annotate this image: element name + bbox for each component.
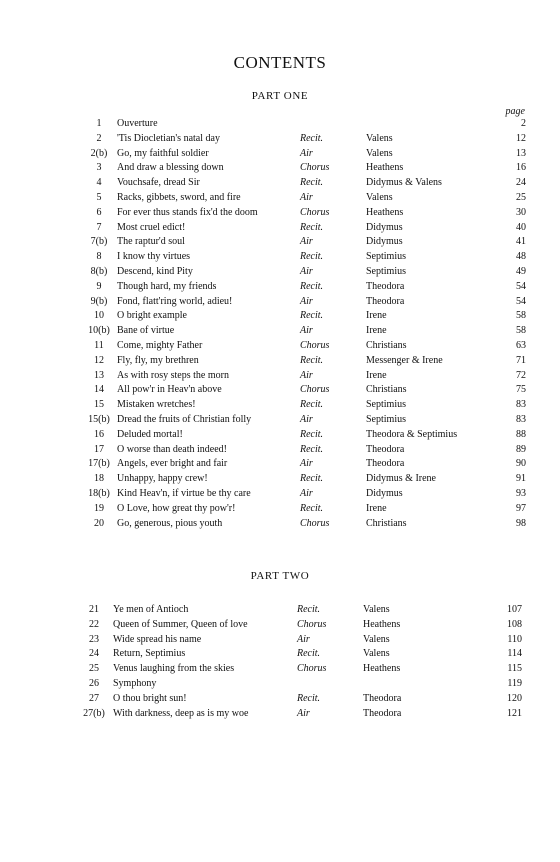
entry-title: Mistaken wretches! [117,399,196,411]
entry-number: 27(b) [83,707,105,719]
part-two-contents-list [0,603,560,721]
contents-entry [0,677,560,692]
entry-character: Christians [366,339,407,351]
contents-entry [0,472,560,487]
entry-page: 41 [516,236,526,248]
contents-entry [0,487,560,502]
entry-form: Chorus [300,206,330,218]
entry-page: 83 [516,413,526,425]
entry-number: 9 [96,280,102,292]
entry-number: 17(b) [88,458,110,470]
entry-number: 2 [96,132,102,144]
entry-title: Ye men of Antioch [113,604,189,615]
entry-number: 18(b) [88,487,110,499]
page-title: CONTENTS [233,53,327,72]
entry-number: 15(b) [88,413,110,425]
entry-form: Recit. [297,648,321,660]
contents-entry [0,633,560,648]
entry-number: 15 [94,399,104,411]
contents-entry [0,280,560,295]
entry-form: Air [297,707,310,719]
entry-form: Air [297,633,310,645]
entry-page: 49 [516,265,526,277]
entry-form: Recit. [300,443,324,455]
page-column-label: page [505,106,525,117]
entry-character: Didymus & Irene [366,473,436,485]
contents-entry [0,191,560,206]
entry-page: 25 [516,191,526,203]
entry-number: 22 [89,618,99,630]
contents-entry [0,398,560,413]
entry-form: Chorus [300,162,330,174]
contents-entry [0,443,560,458]
entry-page: 58 [516,325,526,337]
entry-page: 2 [521,118,526,129]
entry-number: 3 [96,162,102,174]
entry-form: Recit. [300,310,324,322]
entry-title: O worse than death indeed! [117,443,227,455]
entry-page: 114 [507,648,522,660]
entry-form: Chorus [297,663,327,675]
contents-entry [0,428,560,443]
entry-page: 107 [507,604,522,615]
contents-entry [0,132,560,147]
entry-form: Chorus [300,384,330,396]
entry-character: Valens [366,132,393,144]
entry-number: 16 [94,428,104,440]
entry-number: 23 [89,633,99,645]
contents-entry [0,618,560,633]
entry-page: 115 [507,663,522,675]
entry-page: 16 [516,162,526,174]
contents-entry [0,221,560,236]
entry-character: Didymus [366,221,403,233]
contents-entry [0,354,560,369]
entry-title: Queen of Summer, Queen of love [113,618,248,630]
entry-title: Fly, fly, my brethren [117,354,199,366]
entry-number: 2(b) [90,147,108,159]
entry-number: 27 [89,692,99,704]
entry-character: Valens [366,191,393,203]
entry-character: Valens [366,147,393,159]
entry-page: 13 [516,147,526,159]
part-one-heading: PART ONE [251,90,309,102]
entry-number: 26 [89,677,99,689]
part-one-contents-list [0,117,560,531]
entry-page: 83 [516,399,526,411]
contents-entry [0,383,560,398]
entry-form: Air [300,236,313,248]
entry-title: O Love, how great thy pow'r! [117,502,236,514]
contents-entry [0,295,560,310]
entry-page: 24 [516,177,526,189]
entry-character: Irene [366,325,387,337]
entry-form: Recit. [300,280,324,292]
entry-number: 17 [94,443,104,455]
entry-character: Irene [366,369,387,381]
entry-character: Didymus [366,236,403,248]
entry-number: 25 [89,663,99,675]
contents-entry [0,161,560,176]
entry-number: 8 [96,251,102,263]
entry-title: Descend, kind Pity [117,265,193,277]
entry-number: 13 [94,369,104,381]
entry-title: Most cruel edict! [117,221,186,233]
entry-page: 98 [516,517,526,529]
entry-character: Theodora [366,458,405,470]
entry-form: Recit. [300,428,324,440]
entry-form: Recit. [300,221,324,233]
entry-character: Christians [366,517,407,529]
entry-character: Theodora [366,280,405,292]
entry-page: 93 [516,487,526,499]
entry-form: Recit. [300,399,324,411]
contents-entry [0,647,560,662]
contents-entry [0,235,560,250]
contents-entry [0,147,560,162]
entry-number: 7(b) [90,236,108,248]
entry-page: 12 [516,132,526,144]
entry-title: Wide spread his name [113,633,202,645]
entry-character: Didymus [366,487,403,499]
entry-number: 19 [94,502,104,514]
entry-title: Angels, ever bright and fair [117,458,228,470]
entry-number: 11 [94,339,104,351]
entry-form: Chorus [300,339,330,351]
contents-entry [0,265,560,280]
entry-character: Theodora [363,707,402,719]
entry-page: 90 [516,458,526,470]
entry-title: And draw a blessing down [117,162,224,174]
entry-number: 14 [94,384,104,396]
entry-number: 6 [96,206,102,218]
entry-form: Chorus [300,517,330,529]
entry-form: Recit. [300,502,324,514]
contents-entry [0,369,560,384]
entry-title: As with rosy steps the morn [117,369,229,381]
entry-page: 40 [516,221,526,233]
entry-page: 120 [507,692,522,704]
entry-number: 21 [89,604,99,615]
entry-page: 119 [507,677,522,689]
entry-title: Though hard, my friends [117,280,217,292]
contents-entry [0,517,560,532]
entry-form: Recit. [300,473,324,485]
part-two-heading: PART TWO [250,570,310,582]
entry-character: Theodora [366,443,405,455]
entry-number: 18 [94,473,104,485]
entry-character: Heathens [366,206,404,218]
entry-number: 5 [96,191,102,203]
entry-page: 121 [507,707,522,719]
entry-number: 10(b) [88,325,110,337]
entry-title: Come, mighty Father [117,339,203,351]
entry-page: 110 [507,633,522,645]
entry-character: Heathens [366,162,404,174]
entry-form: Air [300,265,313,277]
entry-character: Septimius [366,265,407,277]
entry-character: Septimius [366,399,407,411]
entry-page: 88 [516,428,526,440]
entry-number: 24 [89,648,99,660]
entry-number: 1 [96,118,102,129]
entry-title: Go, generous, pious youth [117,517,223,529]
entry-form: Recit. [300,251,324,263]
entry-character: Septimius [366,251,407,263]
entry-title: I know thy virtues [117,251,191,263]
entry-form: Air [300,147,313,159]
entry-title: With darkness, deep as is my woe [113,707,249,719]
entry-form: Recit. [300,132,324,144]
entry-character: Messenger & Irene [366,354,443,366]
entry-page: 89 [516,443,526,455]
entry-form: Air [300,325,313,337]
entry-character: Heathens [363,618,401,630]
entry-title: Deluded mortal! [117,428,183,440]
entry-title: 'Tis Diocletian's natal day [117,132,220,144]
entry-form: Recit. [297,692,321,704]
contents-entry [0,413,560,428]
entry-number: 12 [94,354,104,366]
entry-number: 7 [96,221,102,233]
entry-form: Air [300,369,313,381]
entry-title: O bright example [117,310,187,322]
entry-title: Kind Heav'n, if virtue be thy care [117,487,251,499]
entry-character: Christians [366,384,407,396]
entry-character: Didymus & Valens [366,177,442,189]
entry-page: 71 [516,354,526,366]
entry-number: 10 [94,310,104,322]
entry-character: Septimius [366,413,407,425]
contents-entry [0,502,560,517]
contents-entry [0,206,560,221]
entry-page: 75 [516,384,526,396]
entry-number: 4 [96,177,102,189]
contents-entry [0,117,560,132]
entry-character: Theodora & Septimius [366,428,458,440]
entry-form: Recit. [300,354,324,366]
entry-title: Vouchsafe, dread Sir [117,177,200,189]
entry-character: Theodora [363,692,402,704]
entry-character: Valens [363,648,390,660]
contents-entry [0,662,560,677]
entry-page: 91 [516,473,526,485]
entry-title: For ever thus stands fix'd the doom [117,206,258,218]
entry-character: Irene [366,502,387,514]
entry-page: 54 [516,280,526,292]
entry-title: O thou bright sun! [113,692,187,704]
entry-form: Chorus [297,618,327,630]
entry-page: 72 [516,369,526,381]
entry-title: All pow'r in Heav'n above [117,384,222,396]
entry-title: Return, Septimius [113,648,186,660]
entry-character: Heathens [363,663,401,675]
contents-entry [0,176,560,191]
entry-page: 54 [516,295,526,307]
entry-page: 48 [516,251,526,263]
entry-title: Racks, gibbets, sword, and fire [117,191,241,203]
entry-title: Dread the fruits of Christian folly [117,413,252,425]
entry-form: Air [300,191,313,203]
contents-entry [0,309,560,324]
contents-entry [0,250,560,265]
entry-form: Air [300,458,313,470]
entry-form: Air [300,295,313,307]
contents-entry [0,339,560,354]
entry-page: 63 [516,339,526,351]
entry-form: Recit. [297,604,321,615]
entry-title: Symphony [113,677,157,689]
entry-page: 97 [516,502,526,514]
entry-form: Air [300,487,313,499]
entry-character: Valens [363,633,390,645]
entry-page: 30 [516,206,526,218]
entry-title: The raptur'd soul [117,236,185,248]
contents-entry [0,707,560,722]
entry-page: 108 [507,618,522,630]
contents-entry [0,692,560,707]
entry-form: Recit. [300,177,324,189]
entry-title: Venus laughing from the skies [113,663,235,675]
entry-number: 9(b) [90,295,108,307]
entry-title: Ouverture [117,118,158,129]
entry-form: Air [300,413,313,425]
entry-character: Irene [366,310,387,322]
contents-entry [0,324,560,339]
entry-character: Theodora [366,295,405,307]
entry-number: 8(b) [90,265,108,277]
entry-title: Unhappy, happy crew! [117,473,208,485]
entry-page: 58 [516,310,526,322]
contents-entry [0,603,560,618]
entry-title: Go, my faithful soldier [117,147,209,159]
contents-entry [0,457,560,472]
entry-title: Bane of virtue [117,325,175,337]
entry-title: Fond, flatt'ring world, adieu! [117,295,233,307]
entry-number: 20 [94,517,104,529]
entry-character: Valens [363,604,390,615]
